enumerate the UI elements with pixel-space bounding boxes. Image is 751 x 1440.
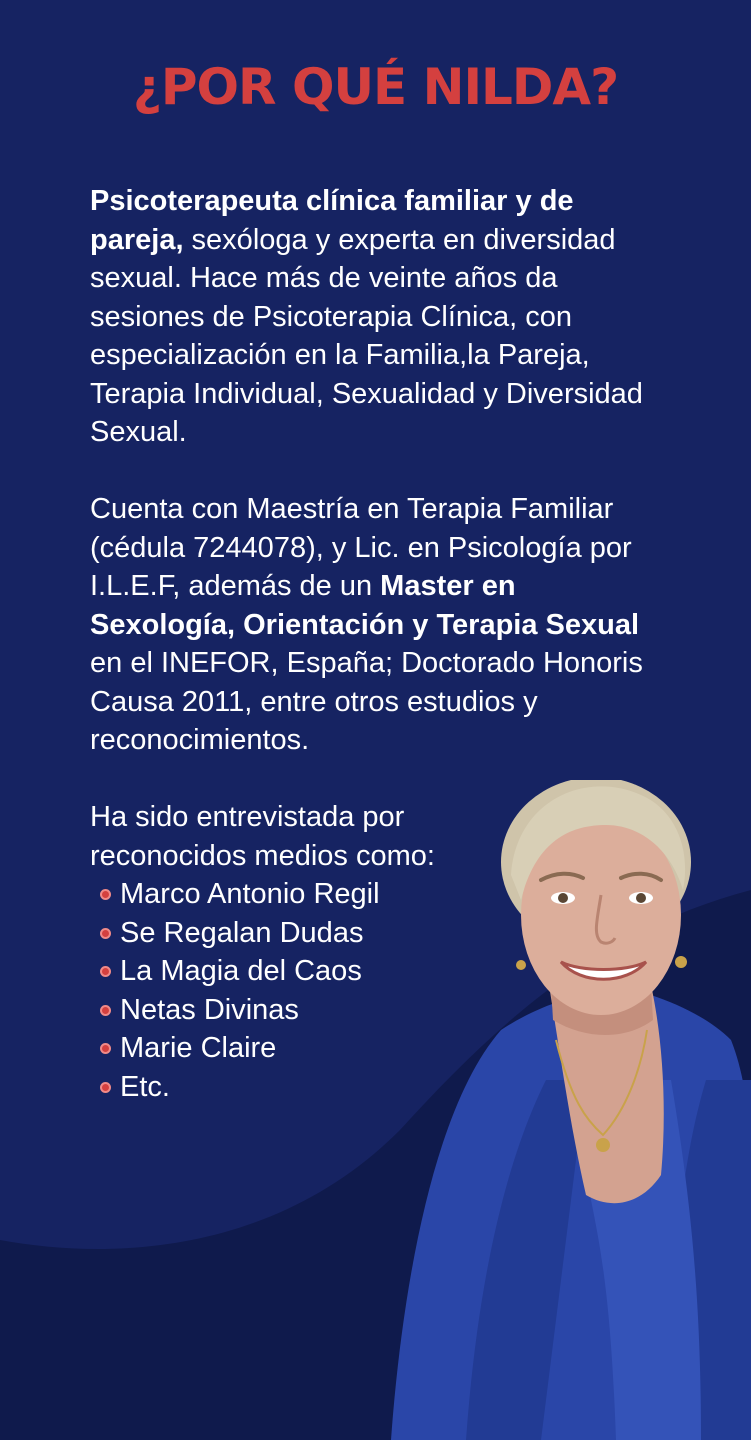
education-paragraph [90, 490, 650, 760]
media-heading: Ha sido entrevistada por reconocidos medios como: [90, 801, 435, 872]
red-dot-bullet-icon [100, 1043, 111, 1054]
education-bold-text: Master en Sexología, Orientación y Terapia Sexual [90, 570, 640, 641]
page-title: ¿POR QUÉ NILDA? [132, 58, 619, 116]
media-item-label: Marie Claire [120, 1032, 277, 1064]
red-dot-bullet-icon [100, 1005, 111, 1016]
media-item-label: Netas Divinas [120, 993, 299, 1026]
red-dot-bullet-icon [100, 966, 111, 977]
red-dot-bullet-icon [100, 1082, 111, 1093]
intro-text: sexóloga y experta en diversidad sexual. Hace más de veinte años da sesiones de Psicoterapia Clínica, con especialización en la Familia,la Pareja, Terapia Individual, Sexualidad y Diversidad Sexual. [90, 223, 643, 448]
education-text-after: en el INEFOR, España; Doctorado Honoris Causa 2011, entre otros estudios y reconocimientos. [90, 647, 643, 756]
education-text-before: Cuenta con Maestría en Terapia Familiar (cédula 7244078), y Lic. en Psicología por I.L.E.F, además de un [90, 493, 632, 602]
red-dot-bullet-icon [100, 928, 111, 939]
intro-paragraph [90, 182, 650, 452]
media-item-label: Marco Antonio Regil [120, 878, 380, 910]
media-item-label: Se Regalan Dudas [120, 916, 364, 949]
red-dot-bullet-icon [100, 889, 111, 900]
intro-bold-text: Psicoterapeuta clínica familiar y de pareja, [90, 185, 574, 256]
media-item-label: Etc. [120, 1070, 170, 1103]
portrait-photo [371, 780, 751, 1440]
media-item-label: La Magia del Caos [120, 955, 362, 987]
